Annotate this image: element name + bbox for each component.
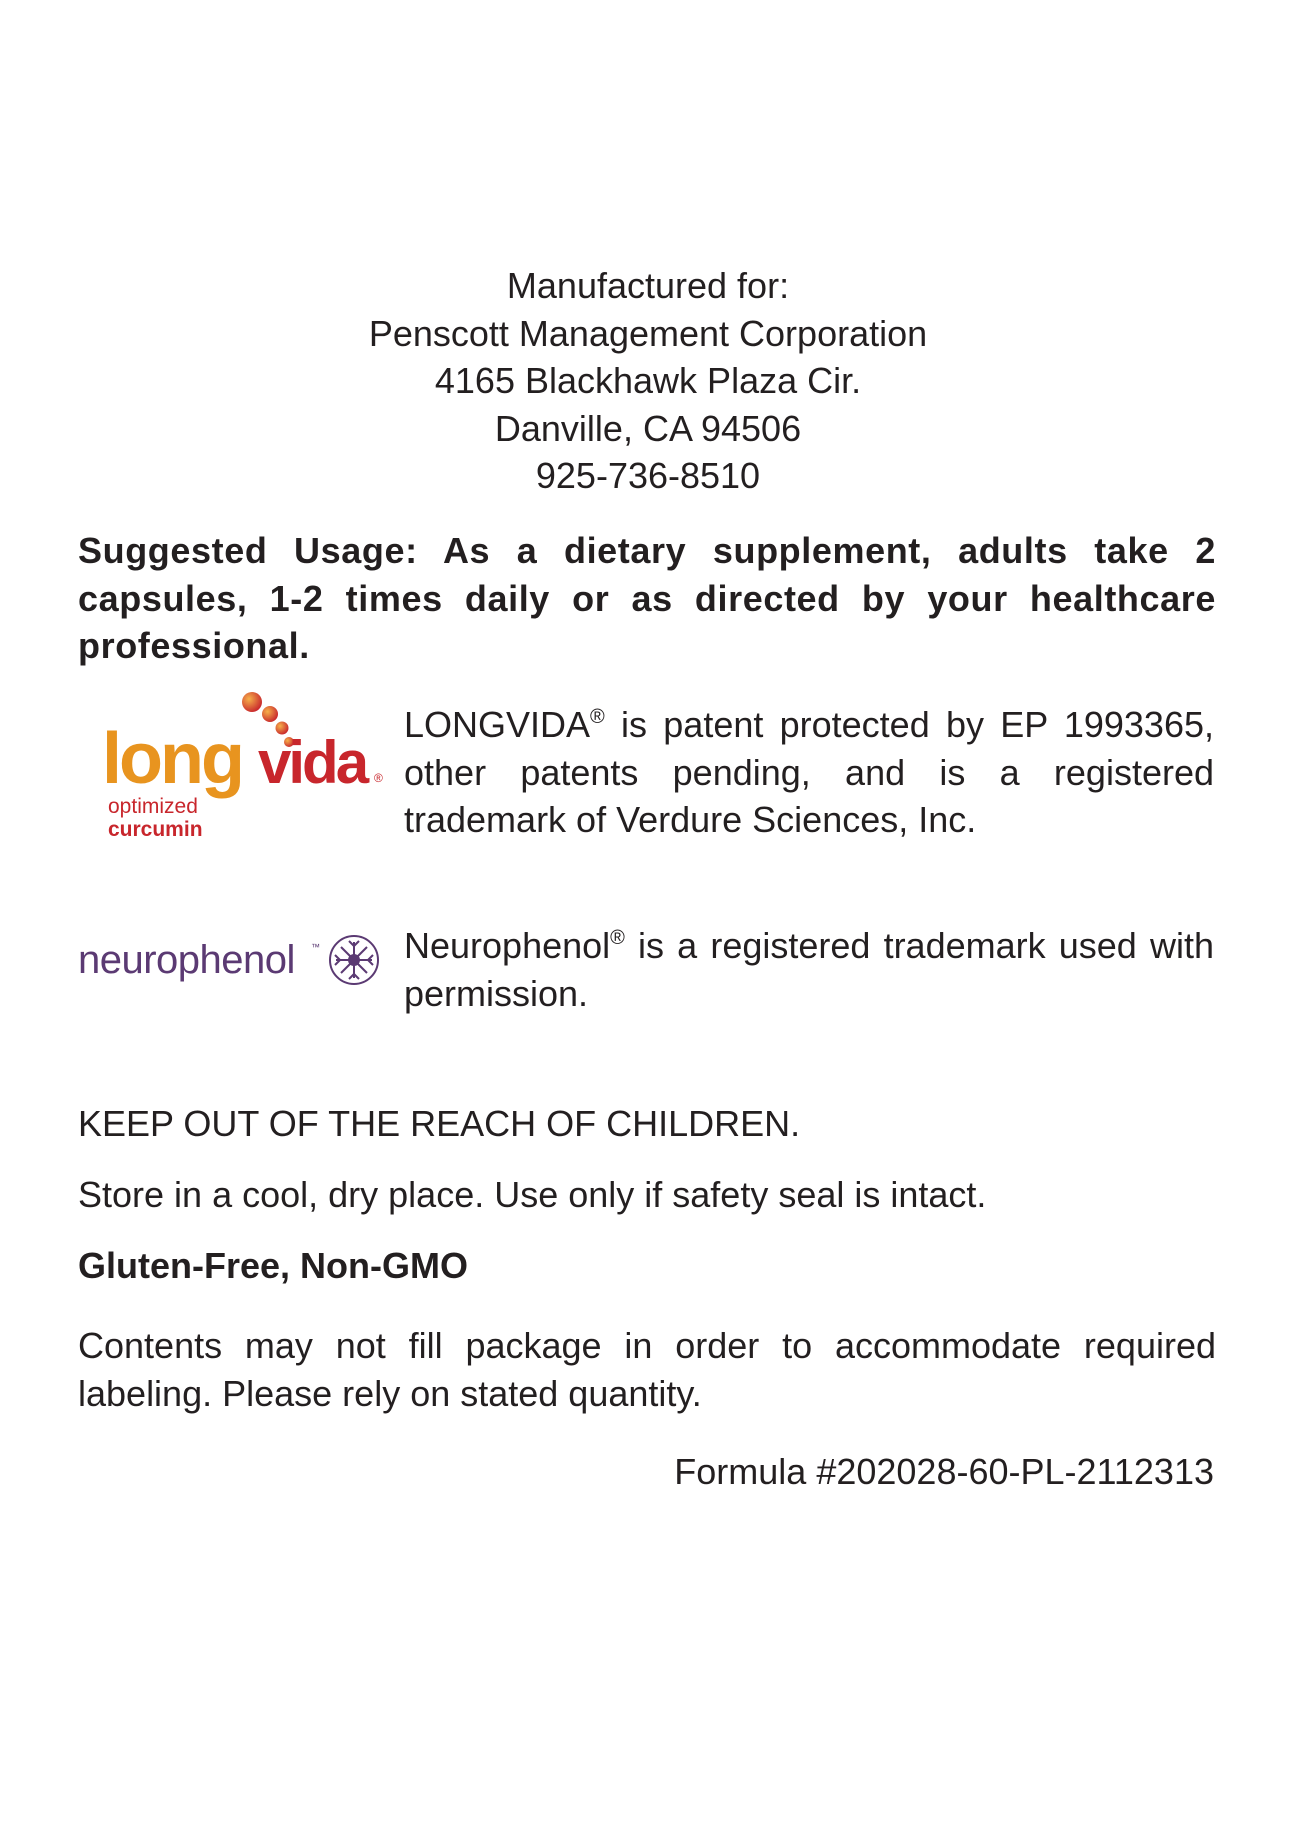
- longvida-brand: LONGVIDA: [404, 704, 591, 745]
- neurophenol-statement: [404, 922, 1214, 1017]
- longvida-logo-curcumin: curcumin: [108, 818, 203, 841]
- manufacturer-city: Danville, CA 94506: [494, 407, 802, 449]
- manufacturer-company: Penscott Management Corporation: [368, 312, 928, 354]
- manufacturer-street: 4165 Blackhawk Plaza Cir.: [434, 360, 862, 401]
- contents-notice: Contents may not fill package in order to accommodate required labeling. Please rely on stated quantity.: [78, 1325, 1216, 1414]
- longvida-reg-mark: ®: [590, 706, 605, 728]
- longvida-dot-icon: [262, 706, 278, 722]
- storage-instructions: Store in a cool, dry place. Use only if safety seal is intact.: [78, 1174, 987, 1215]
- neuron-icon: [330, 936, 378, 984]
- longvida-dot-icon: [242, 692, 262, 712]
- longvida-statement-text: is patent protected by EP 1993365, other patents pending, and is a registered trademark of Verdure Sciences, Inc.: [404, 704, 1214, 840]
- keep-out-warning: KEEP OUT OF THE REACH OF CHILDREN.: [78, 1103, 801, 1144]
- manufacturer-block: [0, 262, 1296, 500]
- manufacturer-heading: Manufactured for:: [506, 265, 790, 306]
- neurophenol-logo-word: neurophenol: [78, 938, 295, 982]
- longvida-logo-vida: vida: [258, 729, 367, 796]
- longvida-logo-reg: ®: [374, 771, 383, 785]
- neurophenol-reg-mark: ®: [610, 927, 625, 949]
- longvida-logo-long: long: [102, 719, 242, 799]
- neurophenol-logo-tm: ™: [311, 942, 320, 952]
- longvida-logo: [102, 686, 392, 846]
- suggested-usage: Suggested Usage: As a dietary supplement, adults take 2 capsules, 1-2 times daily or as directed by your healthcare professional.: [78, 530, 1216, 666]
- neurophenol-brand: Neurophenol: [404, 925, 611, 966]
- formula-number: Formula #202028-60-PL-2112313: [674, 1451, 1214, 1492]
- longvida-logo-optimized: optimized: [108, 795, 198, 818]
- gluten-free-claim: Gluten-Free, Non-GMO: [78, 1245, 468, 1286]
- manufacturer-phone: 925-736-8510: [535, 455, 761, 496]
- neurophenol-statement-text: is a registered trademark used with permission.: [404, 925, 1214, 1014]
- neurophenol-logo: [78, 930, 383, 990]
- longvida-statement: [404, 701, 1214, 844]
